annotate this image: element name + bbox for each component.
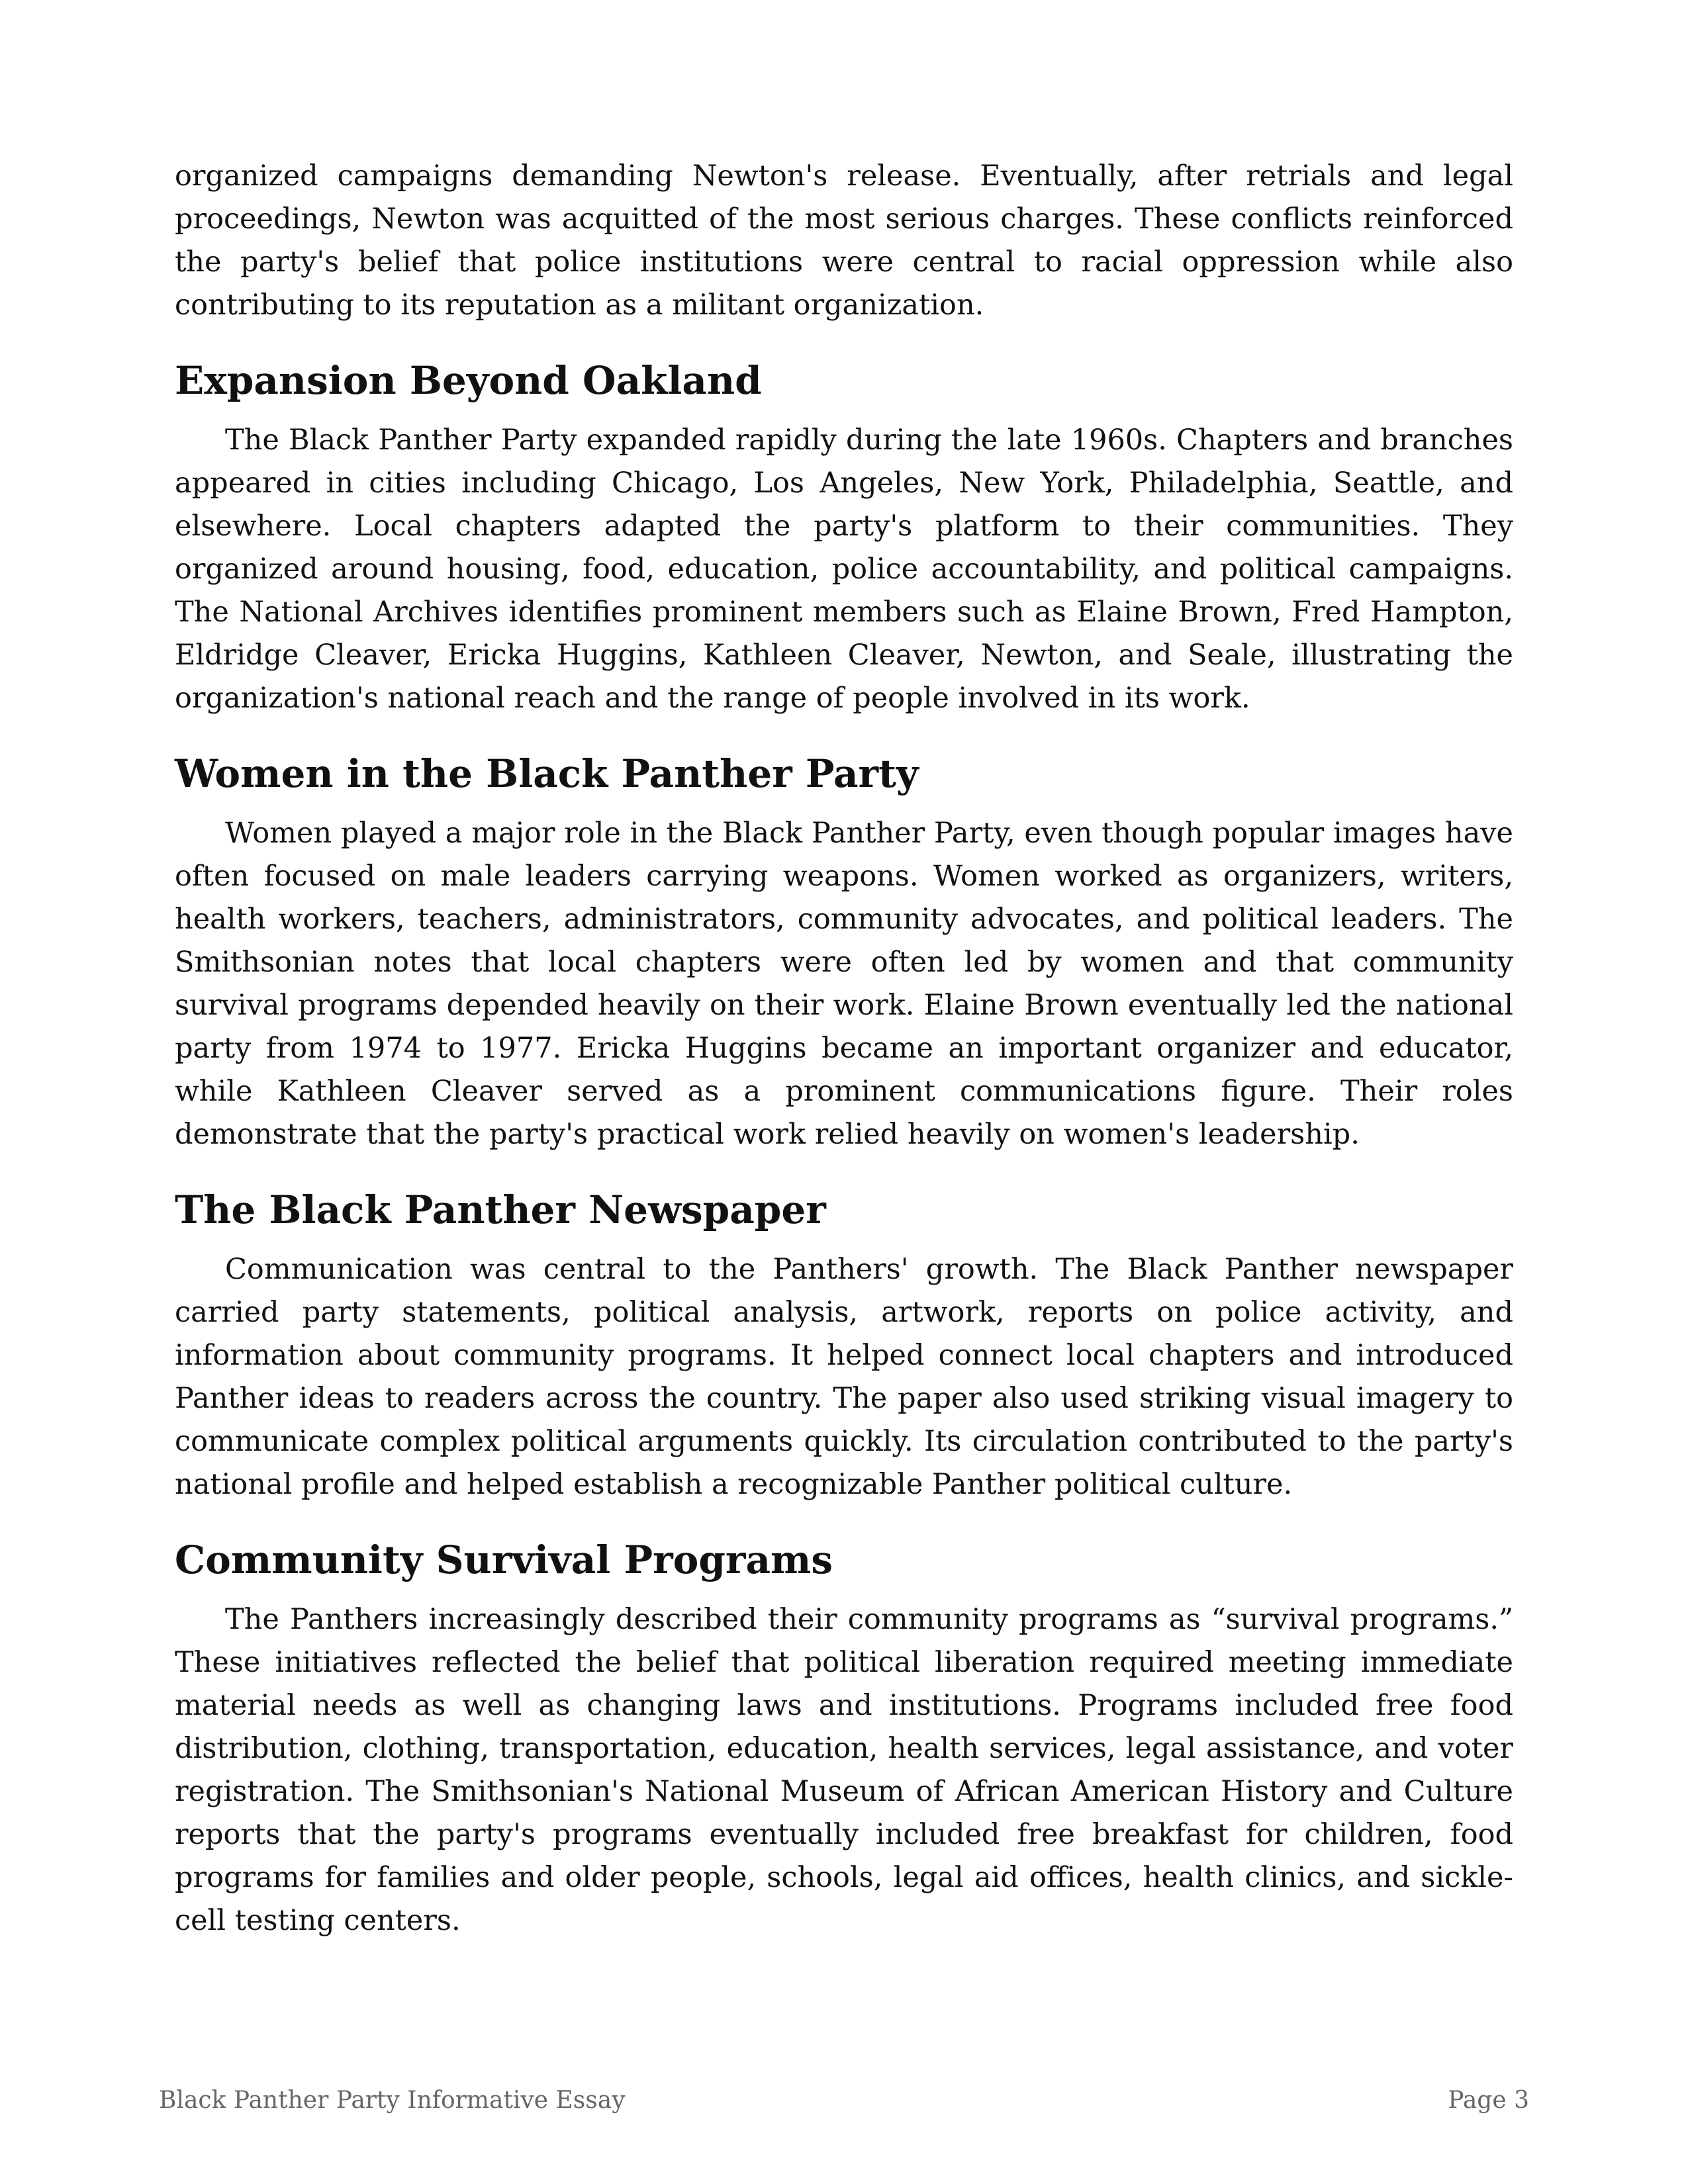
page-footer [159,2086,1529,2115]
section-heading-women: Women in the Black Panther Party [175,751,919,796]
document-body [175,155,1513,1942]
section-heading-survival-programs: Community Survival Programs [175,1537,833,1582]
intro-paragraph: organized campaigns demanding Newton's release. Eventually, after retrials and legal proceedings, Newton was acquitted of the most serious charges. These conflicts reinforced the party's belief that police institutions were central to racial oppression while also contributing to its reputation as a militant organization. [175,159,1513,322]
section-heading-expansion: Expansion Beyond Oakland [175,358,762,403]
section-body-survival-programs: The Panthers increasingly described their community programs as “survival programs.” These initiatives reflected the belief that political liberation required meeting immediate material needs as well as changing laws and institutions. Programs included free food distribution, clothing, transportation, education, health services, legal assistance, and voter registration. The Smithsonian's National Museum of African American History and Culture reports that the party's programs eventually included free breakfast for children, food programs for families and older people, schools, legal aid offices, health clinics, and sickle-cell testing centers. [175,1603,1513,1937]
footer-document-title: Black Panther Party Informative Essay [159,2087,626,2114]
section-body-expansion: The Black Panther Party expanded rapidly during the late 1960s. Chapters and branches appeared in cities including Chicago, Los Angeles, New York, Philadelphia, Seattle, and elsewhere. Local chapters adapted the party's platform to their communities. They organized around housing, food, education, police accountability, and political campaigns. The National Archives identifies prominent members such as Elaine Brown, Fred Hampton, Eldridge Cleaver, Ericka Huggins, Kathleen Cleaver, Newton, and Seale, illustrating the organization's national reach and the range of people involved in its work. [175,424,1513,715]
section-body-newspaper: Communication was central to the Panthers' growth. The Black Panther newspaper carried party statements, political analysis, artwork, reports on police activity, and information about community programs. It helped connect local chapters and introduced Panther ideas to readers across the country. The paper also used striking visual imagery to communicate complex political arguments quickly. Its circulation contributed to the party's national profile and helped establish a recognizable Panther political culture. [175,1253,1513,1501]
section-body-women: Women played a major role in the Black Panther Party, even though popular images have often focused on male leaders carrying weapons. Women worked as organizers, writers, health workers, teachers, administrators, community advocates, and political leaders. The Smithsonian notes that local chapters were often led by women and that community survival programs depended heavily on their work. Elaine Brown eventually led the national party from 1974 to 1977. Ericka Huggins became an important organizer and educator, while Kathleen Cleaver served as a prominent communications figure. Their roles demonstrate that the party's practical work relied heavily on women's leadership. [175,817,1513,1151]
footer-page-number: Page 3 [1448,2087,1529,2114]
section-heading-newspaper: The Black Panther Newspaper [175,1187,826,1232]
